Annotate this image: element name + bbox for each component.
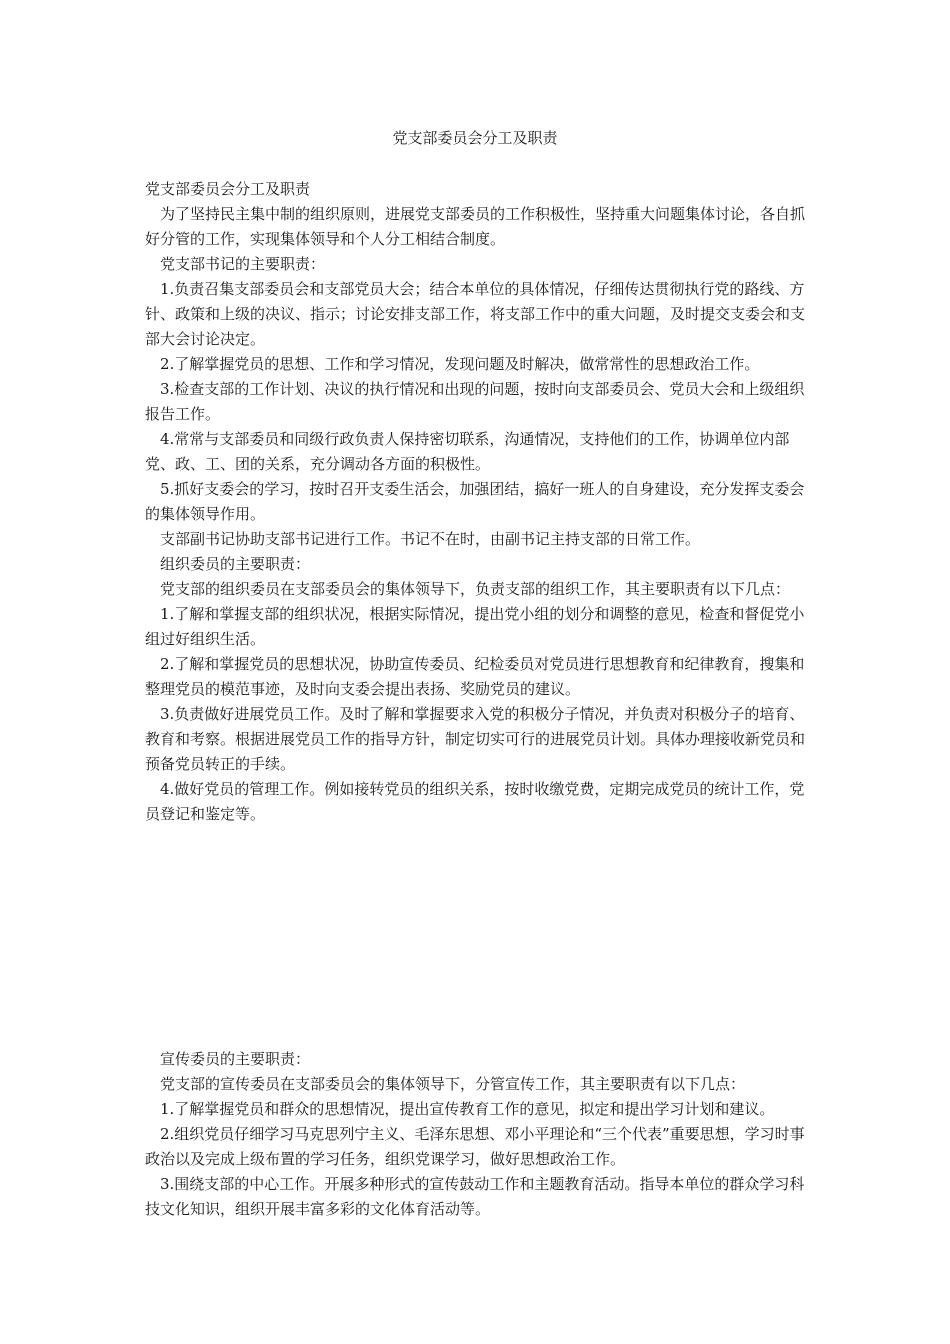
list-item: 2.组织党员仔细学习马克思列宁主义、毛泽东思想、邓小平理论和“三个代表”重要思想，学习时事政治以及完成上级布置的学习任务，组织党课学习，做好思想政治工作。: [145, 1125, 805, 1168]
list-item: 5.抓好支委会的学习，按时召开支委生活会，加强团结，搞好一班人的自身建设，充分发挥支委会的集体领导作用。: [145, 480, 805, 523]
content-block-1: [145, 177, 805, 827]
list-item: 1.负责召集支部委员会和支部党员大会；结合本单位的具体情况，仔细传达贯彻执行党的路线、方针、政策和上级的决议、指示；讨论安排支部工作，将支部工作中的重大问题，及时提交支委会和支部大会讨论决定。: [145, 280, 806, 348]
list-item: 3.检查支部的工作计划、决议的执行情况和出现的问题，按时向支部委员会、党员大会和上级组织报告工作。: [145, 380, 805, 423]
subheading-propaganda: 宣传委员的主要职责：: [160, 1050, 311, 1068]
list-item: 4.常常与支部委员和同级行政负责人保持密切联系，沟通情况，支持他们的工作，协调单位内部党、政、工、团的关系，充分调动各方面的积极性。: [145, 430, 790, 473]
list-item: 2.了解和掌握党员的思想状况，协助宣传委员、纪检委员对党员进行思想教育和纪律教育，搜集和整理党员的模范事迹，及时向支委会提出表扬、奖励党员的建议。: [145, 655, 805, 698]
list-item: 2.了解掌握党员的思想、工作和学习情况，发现问题及时解决，做常常性的思想政治工作。: [160, 355, 760, 373]
paragraph: 为了坚持民主集中制的组织原则，进展党支部委员的工作积极性，坚持重大问题集体讨论，各自抓好分管的工作，实现集体领导和个人分工相结合制度。: [145, 205, 806, 248]
document-title: 党支部委员会分工及职责: [392, 129, 558, 147]
list-item: 1.了解和掌握支部的组织状况，根据实际情况，提出党小组的划分和调整的意见，检查和督促党小组过好组织生活。: [145, 605, 805, 648]
paragraph: 党支部的组织委员在支部委员会的集体领导下，负责支部的组织工作，其主要职责有以下几点：: [160, 580, 791, 598]
list-item: 4.做好党员的管理工作。例如接转党员的组织关系，按时收缴党费，定期完成党员的统计工作，党员登记和鉴定等。: [145, 780, 805, 823]
list-item: 1.了解掌握党员和群众的思想情况，提出宣传教育工作的意见，拟定和提出学习计划和建议。: [160, 1100, 775, 1118]
subheading-organization: 组织委员的主要职责：: [160, 555, 311, 573]
list-item: 3.负责做好进展党员工作。及时了解和掌握要求入党的积极分子情况，并负责对积极分子的培育、教育和考察。根据进展党员工作的指导方针，制定切实可行的进展党员计划。具体办理接收新党员和预备党员转正的手续。: [145, 705, 806, 773]
paragraph: 支部副书记协助支部书记进行工作。书记不在时，由副书记主持支部的日常工作。: [160, 530, 701, 548]
content-block-2: [145, 1047, 805, 1222]
list-item: 3.围绕支部的中心工作。开展多种形式的宣传鼓动工作和主题教育活动。指导本单位的群众学习科技文化知识，组织开展丰富多彩的文化体育活动等。: [145, 1175, 805, 1218]
section-heading: 党支部委员会分工及职责: [145, 180, 311, 198]
paragraph: 党支部的宣传委员在支部委员会的集体领导下，分管宣传工作，其主要职责有以下几点：: [160, 1075, 746, 1093]
subheading-secretary: 党支部书记的主要职责：: [160, 255, 326, 273]
